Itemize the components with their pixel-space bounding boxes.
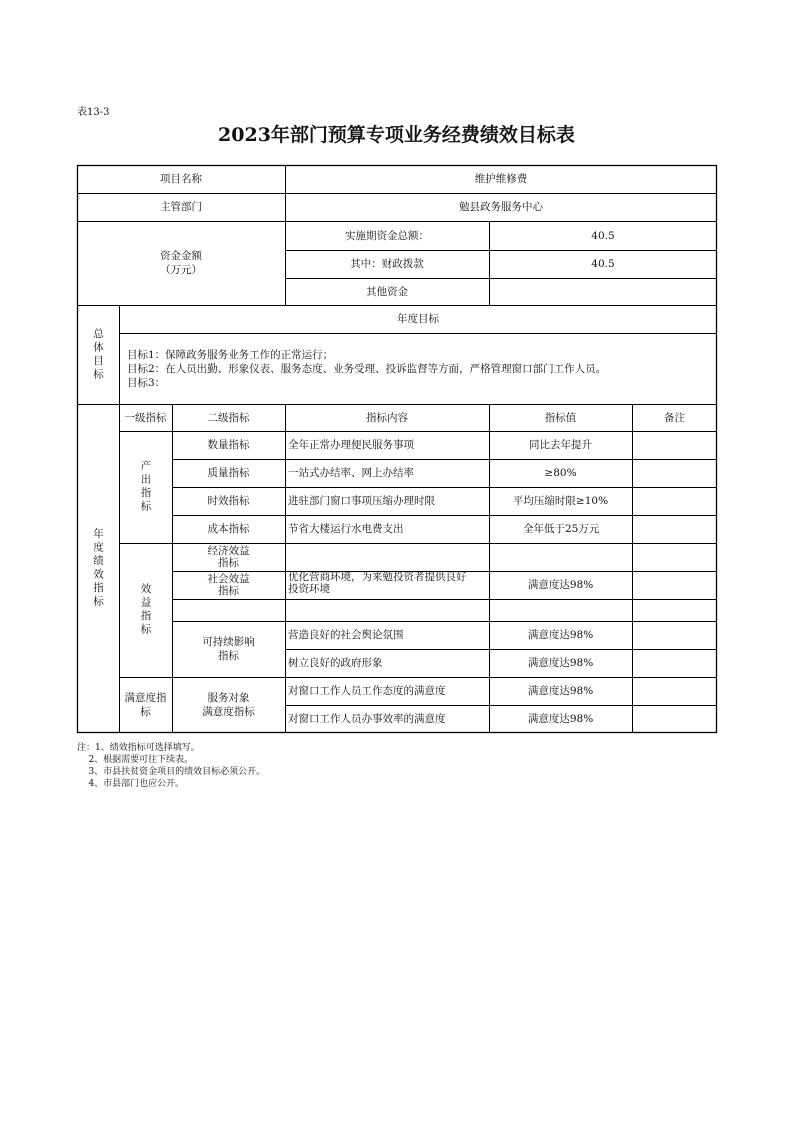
satisfaction-indicator-line2: 标 <box>140 706 151 718</box>
table-row-value: 满意度达98% <box>527 657 594 669</box>
funds-total-label: 实施期资金总额： <box>345 229 429 242</box>
dept-label: 主管部门 <box>160 201 202 213</box>
goal-1: 目标1：保障政务服务业务工作的正常运行； <box>127 348 334 361</box>
table-row-content: 节省大楼运行水电费支出 <box>288 523 404 535</box>
table-row-level2: 成本指标 <box>207 523 250 535</box>
footnote-4: 4、市县部门也应公开。 <box>77 779 185 789</box>
header-value: 指标值 <box>544 411 577 424</box>
social-benefit-content-line2: 投资环境 <box>288 583 330 595</box>
economic-benefit-value <box>489 543 632 571</box>
benefit-indicator-text: 效益指标 <box>139 583 152 637</box>
annual-goal-header: 年度目标 <box>397 313 439 325</box>
table-row-content: 营造良好的社会舆论氛围 <box>288 629 404 641</box>
page-title: 2023年部门预算专项业务经费绩效目标表 <box>218 124 575 146</box>
annual-indicators-side-text: 年度绩效指标 <box>92 528 104 609</box>
output-indicator-label <box>119 431 172 543</box>
satisfaction-indicator-line1: 满意度指 <box>124 692 167 704</box>
header-content: 指标内容 <box>366 411 408 424</box>
sustain-impact-label <box>172 621 285 677</box>
funds-other-value <box>489 278 717 305</box>
table-row-value: 平均压缩时限≥10% <box>512 495 609 507</box>
benefit-indicator-label <box>119 543 172 677</box>
header-level1: 一级指标 <box>124 411 167 424</box>
table-row-level2: 质量指标 <box>207 467 250 479</box>
economic-benefit-content <box>285 543 489 571</box>
funds-fiscal-label: 其中：财政拨款 <box>350 258 424 270</box>
table-row-level2: 数量指标 <box>207 439 250 451</box>
goal-2: 目标2：在人员出勤、形象仪表、服务态度、业务受理、投诉监督等方面，严格管理窗口部门工作人员。 <box>127 362 607 375</box>
output-indicator-text: 产出指标 <box>139 460 152 514</box>
social-benefit-line1: 社会效益 <box>207 573 250 585</box>
table-row-content: 对窗口工作人员工作态度的满意度 <box>288 685 446 697</box>
economic-benefit-line2: 指标 <box>218 557 239 569</box>
project-name-value: 维护维修费 <box>474 173 528 185</box>
table-row-value: 同比去年提升 <box>529 439 592 451</box>
table-row-content: 全年正常办理便民服务事项 <box>288 439 414 451</box>
funds-total-value: 40.5 <box>591 229 615 242</box>
footnote-2: 2、根据需要可往下续表。 <box>77 755 194 765</box>
funds-label-line1: 资金金额 <box>160 250 202 262</box>
table-row-value: 满意度达98% <box>527 713 594 725</box>
footnote-3: 3、市县扶贫资金项目的绩效目标必须公开。 <box>77 767 266 777</box>
annual-indicators-side-label <box>77 404 119 733</box>
footnotes <box>77 742 265 790</box>
economic-benefit-label <box>172 543 285 571</box>
goal-3: 目标3： <box>127 376 166 389</box>
service-satisfaction-line1: 服务对象 <box>207 692 250 704</box>
funds-other-label: 其他资金 <box>366 285 408 298</box>
service-satisfaction-line2: 满意度指标 <box>202 706 255 718</box>
header-level2: 二级指标 <box>207 411 250 424</box>
table-row-content: 进驻部门窗口事项压缩办理时限 <box>288 495 435 507</box>
table-row-content: 一站式办结率、网上办结率 <box>288 467 414 479</box>
table-row-content: 树立良好的政府形象 <box>288 657 383 669</box>
table-row-value: 满意度达98% <box>527 685 594 697</box>
footnote-1: 注：1、绩效指标可选择填写。 <box>77 743 200 753</box>
sustain-impact-line1: 可持续影响 <box>202 636 255 648</box>
table-row-value: 全年低于25万元 <box>523 523 600 535</box>
table-row-value: 满意度达98% <box>527 629 594 641</box>
annual-goal-body <box>119 333 717 404</box>
overall-goal-side-label <box>77 305 119 404</box>
table-row-level2: 时效指标 <box>207 495 250 507</box>
overall-goal-side-text: 总体目标 <box>92 327 104 382</box>
satisfaction-indicator-label <box>119 677 172 733</box>
funds-fiscal-value: 40.5 <box>591 258 615 270</box>
table-id: 表13-3 <box>77 107 110 118</box>
funds-label <box>77 221 285 305</box>
dept-value: 勉县政务服务中心 <box>459 201 543 213</box>
sustain-impact-line2: 指标 <box>218 650 239 662</box>
social-benefit-content <box>285 571 489 599</box>
header-remark: 备注 <box>664 411 685 424</box>
social-benefit-line2: 指标 <box>218 585 239 597</box>
funds-label-line2: （万元） <box>160 264 202 276</box>
table-row-value: ≥80% <box>544 467 577 479</box>
table-row-content: 对窗口工作人员办事效率的满意度 <box>288 713 446 725</box>
project-name-label: 项目名称 <box>160 173 202 185</box>
service-satisfaction-label <box>172 677 285 733</box>
social-benefit-value: 满意度达98% <box>527 579 594 591</box>
social-benefit-content-line1: 优化营商环境，为来勉投资者提供良好 <box>288 571 467 583</box>
economic-benefit-line1: 经济效益 <box>207 545 250 557</box>
social-benefit-label <box>172 571 285 599</box>
